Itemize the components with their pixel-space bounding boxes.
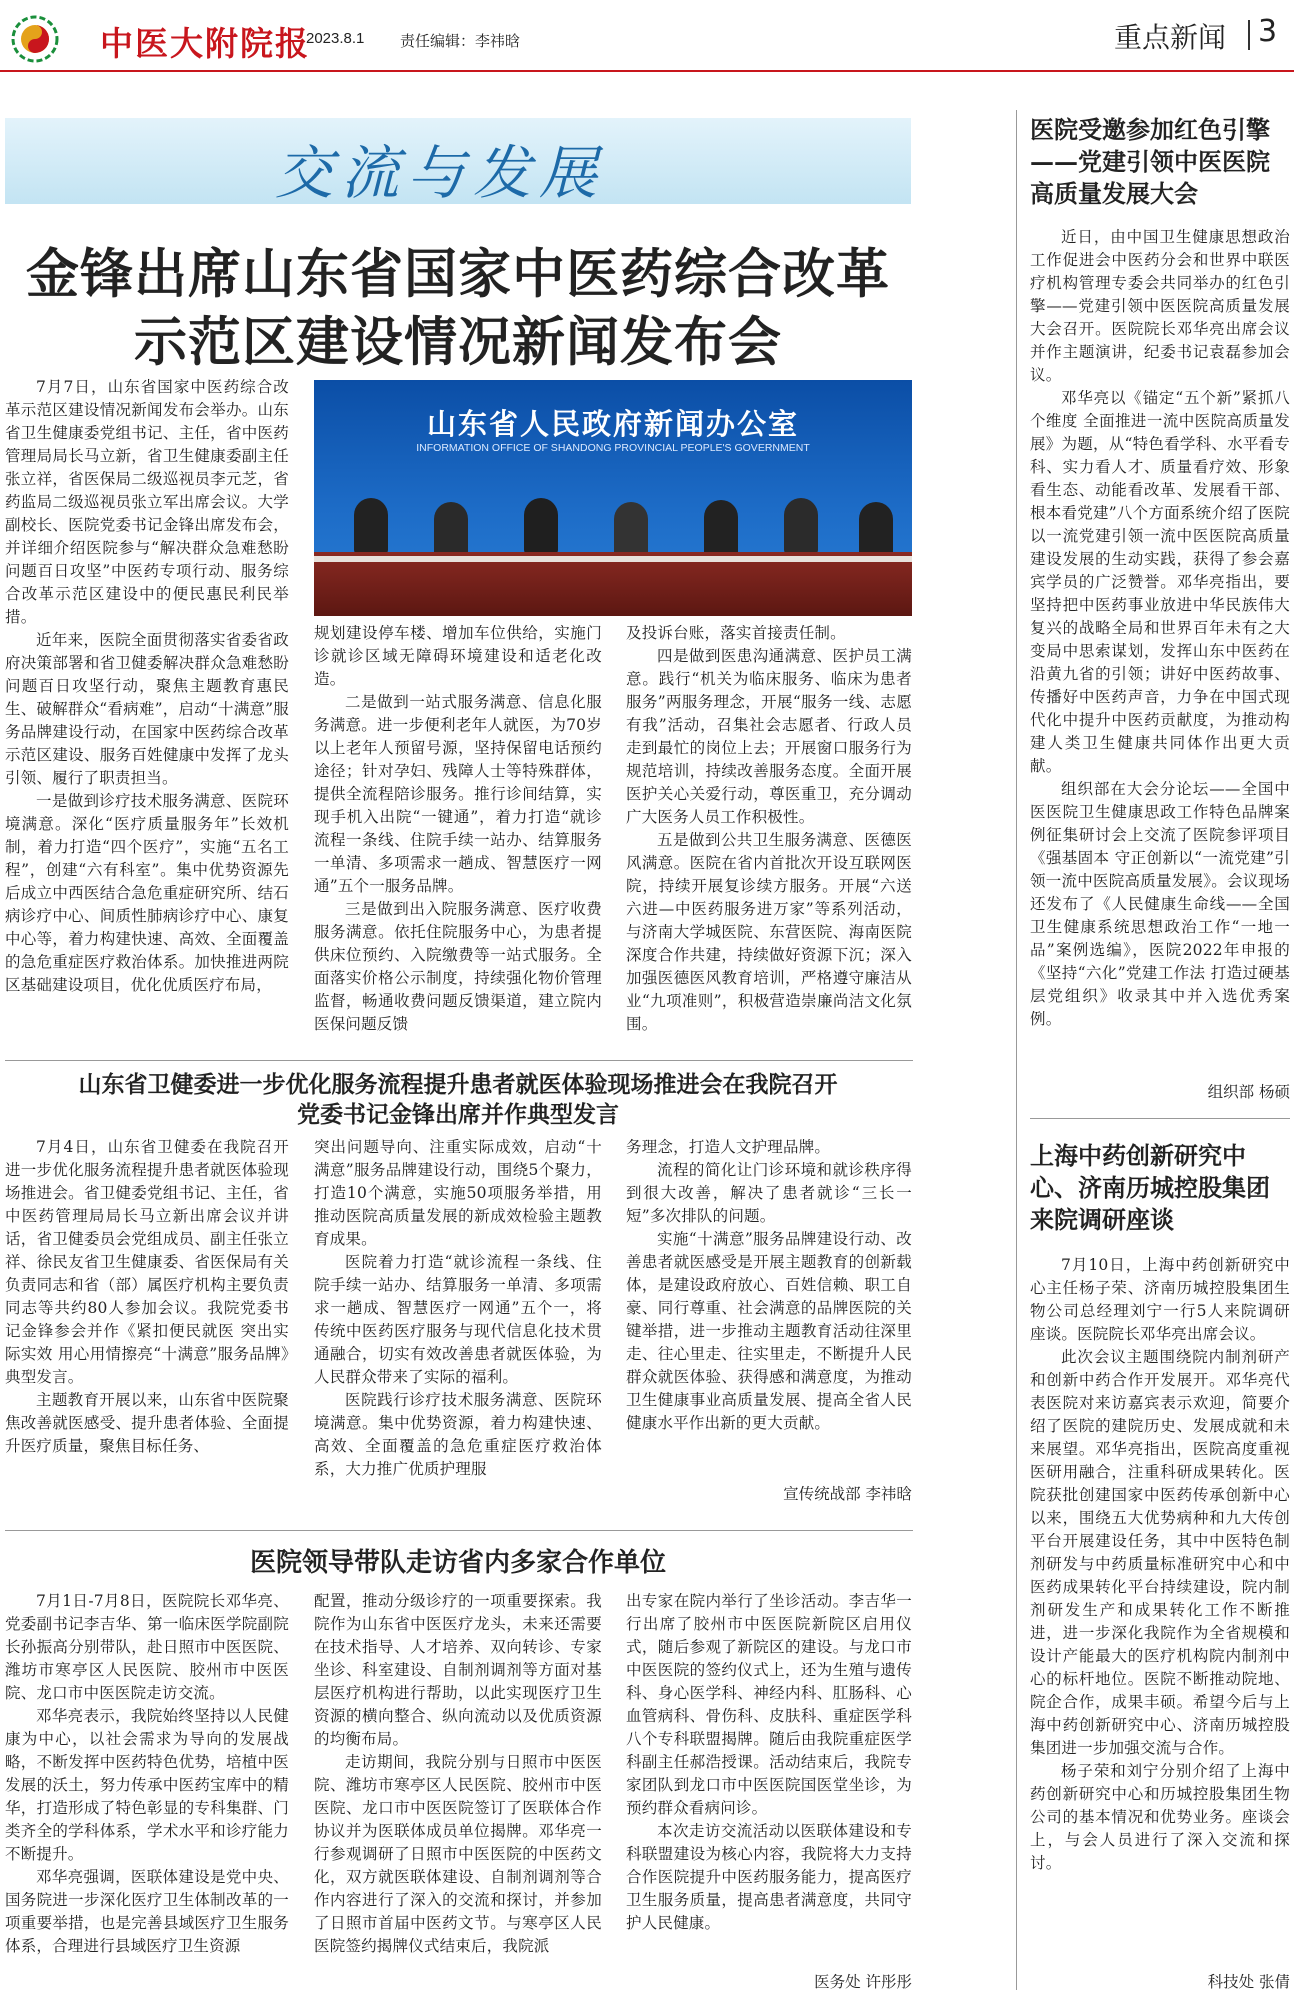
paragraph: 7月4日，山东省卫健委在我院召开进一步优化服务流程提升患者就医体验现场推进会。省卫健委党组书记、主任，省中医药管理局局长马立新出席会议并讲话，省卫健委员会党组成员、副主任张立祥、徐民友省卫生健康委、省医保局有关负责同志和省（部）属医疗机构主要负责同志等共约80人参加会议。我院党委书记金锋参会并作《紧扣便民就医 突出实际实效 用心用情擦亮“十满意”服务品牌》典型发言。 [5, 1138, 289, 1386]
paragraph: 邓华亮表示，我院始终坚持以人民健康为中心，以社会需求为导向的发展战略，不断发挥中医药特色优势，培植中医发展的沃土，努力传承中医药宝库中的精华，打造形成了特色彰显的专科集群、门类齐全的学科体系，学术水平和诊疗能力不断提升。 [5, 1707, 289, 1863]
a3-column-2 [314, 1590, 602, 1994]
paragraph: 走访期间，我院分别与日照市中医医院、潍坊市寒亭区人民医院、胶州市中医医院、龙口市中医医院签订了医联体合作协议并为医联体成员单位揭牌。邓华亮一行参观调研了日照市中医医院的中医药文化，双方就医联体建设、自制剂调剂等合作内容进行了深入的交流和探讨，并参加了日照市首届中医药文节。与寒亭区人民医院签约揭牌仪式结束后，我院派 [314, 1753, 602, 1955]
photo-backdrop-subtitle: INFORMATION OFFICE OF SHANDONG PROVINCIAL PEOPLE'S GOVERNMENT [416, 442, 810, 454]
paragraph: 一是做到诊疗技术服务满意、医院环境满意。深化“医疗质量服务年”长效机制，着力打造“四个医疗”，实施“五名工程”，创建“六有科室”。集中优势资源先后成立中西医结合急危重症研究所、结石病诊疗中心、间质性肺病诊疗中心、康复中心等，着力构建快速、高效、全面覆盖的急危重症医疗救治体系。加快推进两院区基础建设项目，优化优质医疗布局， [5, 792, 289, 994]
a2-column-2 [314, 1136, 602, 1506]
paragraph: 务理念，打造人文护理品牌。 [626, 1138, 831, 1156]
section-banner [5, 118, 911, 207]
paragraph: 突出问题导向、注重实际成效，启动“十满意”服务品牌建设行动，围绕5个聚力，打造10个满意，实施50项服务举措，用推动医院高质量发展的新成效检验主题教育成果。 [314, 1138, 602, 1248]
s2-title: 上海中药创新研究中心、济南历城控股集团来院调研座谈 [1030, 1141, 1270, 1234]
a3-column-1 [5, 1590, 289, 1994]
newspaper-name: 中医大附院报 [100, 24, 310, 63]
paragraph: 配置，推动分级诊疗的一项重要探索。我院作为山东省中医医疗龙头，未来还需要在技术指导、人才培养、双向转诊、专家坐诊、科室建设、自制剂调剂等方面对基层医疗机构进行帮助，以此实现医疗卫生资源的横向整合、纵向流动以及优质资源的均衡布局。 [314, 1592, 602, 1748]
s2-signature: 科技处 张倩 [1207, 1973, 1290, 1991]
a1-column-2 [314, 622, 602, 1048]
paragraph: 主题教育开展以来，山东省中医院聚焦改善就医感受、提升患者体验、全面提升医疗质量，聚焦目标任务、 [5, 1391, 289, 1455]
paragraph: 四是做到医患沟通满意、医护员工满意。践行“机关为临床服务、临床为患者服务”两服务理念，开展“服务一线、志愿有我”活动，召集社会志愿者、行政人员走到最忙的岗位上去；开展窗口服务行为规范培训，持续改善服务态度。全面开展医护关心关爱行动，尊医重卫，充分调动广大医务人员工作积极性。 [626, 647, 912, 826]
a2-title-line1: 山东省卫健委进一步优化服务流程提升患者就医体验现场推进会在我院召开 [78, 1071, 838, 1098]
paragraph: 三是做到出入院服务满意、医疗收费服务满意。依托住院服务中心，为患者提供床位预约、入院缴费等一站式服务。全面落实价格公示制度，持续强化物价管理监督，畅通收费问题反馈渠道，建立院内医保问题反馈 [314, 900, 602, 1033]
paragraph: 7月1日-7月8日，医院院长邓华亮、党委副书记李吉华、第一临床医学院副院长孙振高分别带队，赴日照市中医医院、潍坊市寒亭区人民医院、胶州市中医医院、龙口市中医医院走访交流。 [5, 1592, 289, 1702]
paragraph: 邓华亮强调，医联体建设是党中央、国务院进一步深化医疗卫生体制改革的一项重要举措，也是完善县域医疗卫生服务体系，合理进行县域医疗卫生资源 [5, 1868, 289, 1955]
a3-signature: 医务处 许彤彤 [814, 1973, 912, 1991]
a1-column-1 [5, 376, 289, 1048]
paragraph: 五是做到公共卫生服务满意、医德医风满意。医院在省内首批次开设互联网医院，持续开展复诊续方服务。开展“六送六进—中医药服务进万家”等系列活动，与济南大学城医院、东营医院、海南医院深度合作共建，持续做好资源下沉；深入加强医德医风教育培训，严格遵守廉洁从业“九项准则”，积极营造崇廉尚洁文化氛围。 [626, 831, 912, 1033]
a3-column-3 [626, 1590, 912, 1966]
paragraph: 流程的简化让门诊环境和就诊秩序得到很大改善，解决了患者就诊“三长一短”多次排队的问题。 [626, 1161, 912, 1225]
paragraph: 此次会议主题围绕院内制剂研产和创新中药合作开发展开。邓华亮代表医院对来访嘉宾表示欢迎，简要介绍了医院的建院历史、发展成就和未来展望。邓华亮指出，医院高度重视医研用融合，注重科研成果转化。医院获批创建国家中医药传承创新中心以来，围绕五大优势病种和九大传创平台开展建设任务，其中中医特色制剂研发与中药质量标准研究中心和中医药成果转化平台持续建设，院内制剂研发生产和成果转化工作不断推进，进一步深化我院作为全省规模和设计产能最大的医疗机构院内制剂中心的标杆地位。医院不断推动院地、院企合作，成果丰硕。希望今后与上海中药创新研究中心、济南历城控股集团进一步加强交流与合作。 [1030, 1348, 1290, 1757]
paragraph: 医院着力打造“就诊流程一条线、住院手续一站办、结算服务一单清、多项需求一趟成、智慧医疗一网通”五个一，将传统中医药医疗服务与现代信息化技术贯通融合，切实有效改善患者就医体验，为人民群众带来了实际的福利。 [314, 1253, 602, 1386]
paragraph: 邓华亮以《锚定“五个新”紧抓八个维度 全面推进一流中医院高质量发展》为题，从“特色看学科、水平看专科、实力看人才、质量看疗效、形象看生态、动能看改革、发展看干部、根本看党建”八个方面系统介绍了医院以一流党建引领一流中医医院高质量建设发展的生动实践，获得了参会嘉宾学员的广泛赞誉。邓华亮指出，要坚持把中医药事业放进中华民族伟大复兴的战略全局和世界百年未有之大变局中思索谋划，发挥山东中医药在沿黄九省的引领；讲好中医药故事、传播好中医药声音，力争在中国式现代化中提升中医药贡献度，为推动构建人类卫生健康共同体作出更大贡献。 [1030, 389, 1290, 775]
divider [5, 1060, 913, 1061]
a1-column-3 [626, 622, 912, 1048]
paragraph: 规划建设停车楼、增加车位供给，实施门诊就诊区域无障碍环境建设和适老化改造。 [314, 624, 602, 688]
issue-date: 2023.8.1 [306, 30, 365, 47]
paragraph: 7月10日，上海中药创新研究中心主任杨子荣、济南历城控股集团生物公司总经理刘宁一行5人来院调研座谈。医院院长邓华亮出席会议。 [1030, 1256, 1290, 1343]
speaker-figures [314, 498, 912, 558]
column-separator [1016, 110, 1017, 1990]
logo-icon [10, 14, 60, 64]
divider [5, 1530, 913, 1531]
paragraph: 实施“十满意”服务品牌建设行动、改善患者就医感受是开展主题教育的创新载体，是建设政府放心、百姓信赖、职工自豪、同行尊重、社会满意的品牌医院的关键举措，进一步推动主题教育活动往深里走、往心里走、往实里走，不断提升人民群众就医体验、获得感和满意度，为推动卫生健康事业高质量发展、提高全省人民健康水平作出新的更大贡献。 [626, 1230, 912, 1432]
paragraph: 杨子荣和刘宁分别介绍了上海中药创新研究中心和历城控股集团生物公司的基本情况和优势业务。座谈会上，与会人员进行了深入交流和探讨。 [1030, 1762, 1290, 1872]
a2-title-line2: 党委书记金锋出席并作典型发言 [297, 1101, 619, 1128]
paragraph: 二是做到一站式服务满意、信息化服务满意。进一步便利老年人就医，为70岁以上老年人预留号源，坚持保留电话预约途径；针对孕妇、残障人士等特殊群体，提供全流程陪诊服务。推行诊间结算，实现手机入出院“一键通”，着力打造“就诊流程一条线、住院手续一站办、结算服务一单清、多项需求一趟成、智慧医疗一网通”五个一服务品牌。 [314, 693, 602, 895]
s1-title: 医院受邀参加红色引擎——党建引领中医医院高质量发展大会 [1030, 115, 1270, 208]
s1-signature: 组织部 杨硕 [1207, 1083, 1290, 1101]
press-conference-photo [314, 380, 912, 616]
a1-title-line1: 金锋出席山东省国家中医药综合改革 [26, 243, 890, 305]
paragraph: 本次走访交流活动以医联体建设和专科联盟建设为核心内容，我院将大力支持合作医院提升中医药服务能力，提高医疗卫生服务质量，提高患者满意度，共同守护人民健康。 [626, 1822, 912, 1932]
paragraph: 出专家在院内举行了坐诊活动。李吉华一行出席了胶州市中医医院新院区启用仪式，随后参观了新院区的建设。与龙口市中医医院的签约仪式上，还为生殖与遗传科、身心医学科、神经内科、肛肠科、心血管病科、骨伤科、皮肤科、重症医学科八个专科联盟揭牌。随后由我院重症医学科副主任郝浩授课。活动结束后，我院专家团队到龙口市中医医院国医堂坐诊，为预约群众看病问诊。 [626, 1592, 912, 1817]
paragraph: 及投诉台账，落实首接责任制。 [626, 624, 846, 642]
s2-body [1030, 1254, 1290, 1966]
table-front [314, 556, 912, 562]
s1-body [1030, 226, 1290, 1078]
paragraph: 组织部在大会分论坛——全国中医医院卫生健康思政工作特色品牌案例征集研讨会上交流了医院参评项目《强基固本 守正创新以“一流党建”引领一流中医院高质量发展》。会议现场还发布了《人民健康生命线——全国卫生健康系统思想政治工作“一地一品”案例选编》，医院2022年申报的《坚持“六化”党建工作法 打造过硬基层党组织》收录其中并入选优秀案例。 [1030, 780, 1290, 1028]
banner-title: 交流与发展 [275, 139, 606, 207]
photo-backdrop-title: 山东省人民政府新闻办公室 [426, 407, 799, 441]
editor: 责任编辑：李祎晗 [400, 32, 521, 50]
masthead [0, 0, 1294, 72]
a2-column-3 [626, 1136, 912, 1476]
section-divider [1248, 20, 1250, 50]
paragraph: 近日，由中国卫生健康思想政治工作促进会中医药分会和世界中联医疗机构管理专委会共同举办的红色引擎——党建引领中医医院高质量发展大会召开。医院院长邓华亮出席会议并作主题演讲，纪委书记袁磊参加会议。 [1030, 228, 1290, 384]
header-rule [0, 70, 1294, 72]
a2-column-1 [5, 1136, 289, 1506]
paragraph: 近年来，医院全面贯彻落实省委省政府决策部署和省卫健委解决群众急难愁盼问题百日攻坚行动，聚焦主题教育惠民生、破解群众“看病难”，启动“十满意”服务品牌建设行动，在国家中医药综合改革示范区建设、服务百姓健康中发挥了龙头引领、履行了职责担当。 [5, 631, 289, 787]
a1-title-line2: 示范区建设情况新闻发布会 [134, 311, 782, 373]
a2-signature: 宣传统战部 李祎晗 [783, 1485, 912, 1503]
divider [1030, 1118, 1290, 1119]
page-number: 3 [1258, 14, 1278, 49]
section-name: 重点新闻 [1114, 21, 1227, 54]
a3-title: 医院领导带队走访省内多家合作单位 [249, 1548, 666, 1578]
paragraph: 7月7日，山东省国家中医药综合改革示范区建设情况新闻发布会举办。山东省卫生健康委党组书记、主任，省中医药管理局局长马立新，省卫生健康委副主任张立祥，省医保局二级巡视员李元芝，省药监局二级巡视员张立军出席会议。大学副校长、医院党委书记金锋出席发布会，并详细介绍医院参与“解决群众急难愁盼问题百日攻坚”中医药专项行动、服务综合改革示范区建设中的便民惠民利民举措。 [5, 378, 289, 626]
paragraph: 医院践行诊疗技术服务满意、医院环境满意。集中优势资源，着力构建快速、高效、全面覆盖的急危重症医疗救治体系，大力推广优质护理服 [314, 1391, 602, 1478]
